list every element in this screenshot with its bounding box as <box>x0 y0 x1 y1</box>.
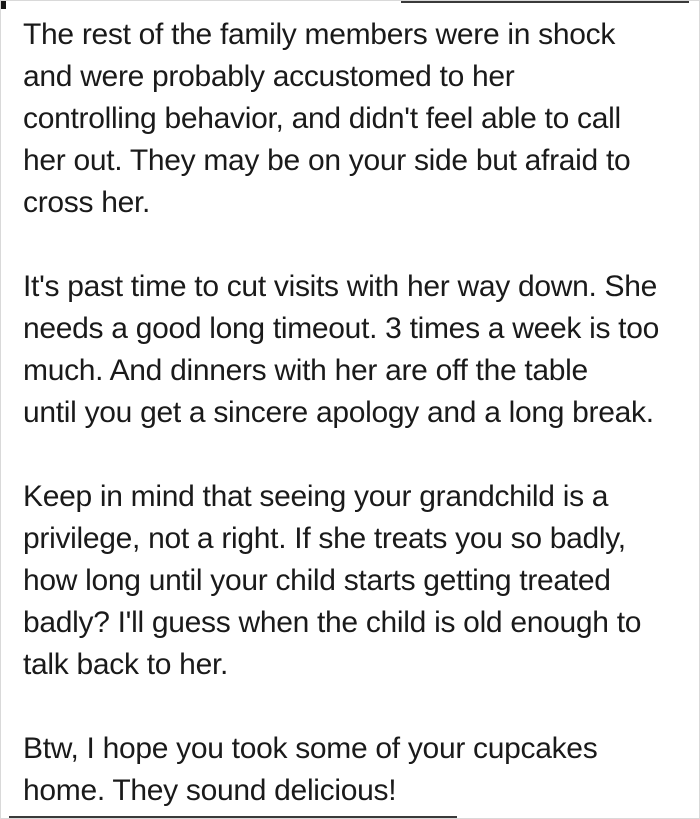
text-line: privilege, not a right. If she treats you so badly, <box>23 522 626 555</box>
comment-text <box>23 14 681 812</box>
text-line: Keep in mind that seeing your grandchild is a <box>23 480 609 513</box>
top-edge-crop-mark <box>401 1 689 3</box>
top-left-crop-mark <box>1 1 6 9</box>
text-line: how long until your child starts getting treated <box>23 564 611 597</box>
text-line: much. And dinners with her are off the table <box>23 354 588 387</box>
text-line: controlling behavior, and didn't feel able to call <box>23 102 621 135</box>
paragraph-3 <box>23 476 681 686</box>
text-line: badly? I'll guess when the child is old enough to <box>23 606 642 639</box>
text-line: needs a good long timeout. 3 times a week is too <box>23 312 659 345</box>
text-line: It's past time to cut visits with her way down. She <box>23 270 658 303</box>
paragraph-4 <box>23 728 681 812</box>
text-line: The rest of the family members were in shock <box>23 18 616 51</box>
paragraph-2 <box>23 266 681 434</box>
text-line: Btw, I hope you took some of your cupcakes <box>23 732 598 765</box>
text-line: until you get a sincere apology and a long break. <box>23 396 654 429</box>
text-line: and were probably accustomed to her <box>23 60 515 93</box>
text-line: home. They sound delicious! <box>23 774 397 807</box>
text-line: talk back to her. <box>23 648 229 681</box>
paragraph-1 <box>23 14 681 224</box>
text-line: cross her. <box>23 186 151 219</box>
bottom-edge-crop-mark <box>9 816 457 818</box>
text-line: her out. They may be on your side but afraid to <box>23 144 631 177</box>
